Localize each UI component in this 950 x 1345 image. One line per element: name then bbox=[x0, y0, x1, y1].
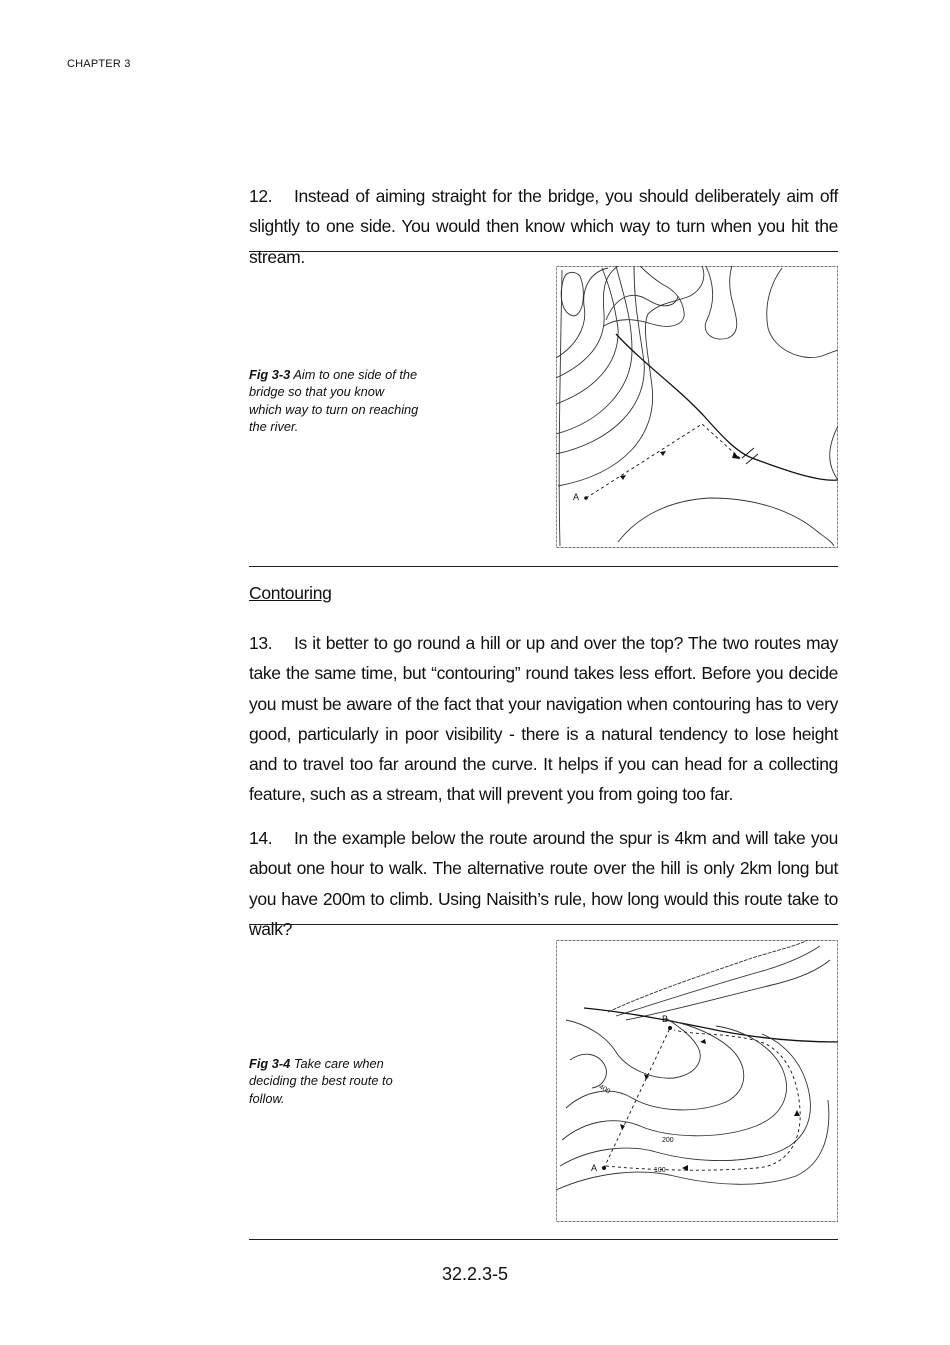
figure-caption bbox=[249, 1055, 419, 1107]
paragraph-13 bbox=[249, 628, 838, 810]
figure-3-4-map bbox=[556, 940, 838, 1222]
point-a-label: A bbox=[573, 492, 580, 502]
contour-label-200: 200 bbox=[662, 1137, 674, 1144]
figure-caption-text: Take care when deciding the best route to follow. bbox=[249, 1056, 393, 1106]
contour-label-100: 100 bbox=[654, 1167, 666, 1174]
contour-label-400: 400 bbox=[597, 1083, 612, 1096]
paragraph-14 bbox=[249, 823, 838, 944]
figure-caption bbox=[249, 366, 419, 435]
divider bbox=[249, 1239, 838, 1240]
paragraph-number: 13. bbox=[249, 633, 273, 653]
figure-label: Fig 3-4 bbox=[249, 1056, 291, 1071]
paragraph-text: Is it better to go round a hill or up and over the top? The two routes may take the same time, but “contouring” round takes less effort. Before you decide you must be aware of the fact that your navigation when contouring has to very good, particularly in poor visibility - there is a natural tendency to lose height and to travel too far around the curve. It helps if you can head for a collecting feature, such as a stream, that will prevent you from going too far. bbox=[249, 633, 838, 805]
figure-caption-text: Aim to one side of the bridge so that you know which way to turn on reaching the river. bbox=[249, 367, 419, 434]
figure-3-3-map bbox=[556, 266, 838, 548]
point-b-label: B bbox=[662, 1014, 669, 1024]
page-number: 32.2.3-5 bbox=[441, 1264, 509, 1284]
paragraph-text: Instead of aiming straight for the bridge, you should deliberately aim off slightly to one side. You would then know which way to turn when you hit the stream. bbox=[249, 186, 838, 267]
divider bbox=[249, 924, 838, 925]
section-heading: Contouring bbox=[249, 583, 332, 603]
divider bbox=[249, 566, 838, 567]
paragraph-12 bbox=[249, 181, 838, 272]
paragraph-text: In the example below the route around the spur is 4km and will take you about one hour to walk. The alternative route over the hill is only 2km long but you have 200m to climb. Using Naisith’s rule, how long would this route take to walk? bbox=[249, 828, 838, 939]
chapter-label: CHAPTER 3 bbox=[67, 58, 131, 70]
divider bbox=[249, 251, 838, 252]
paragraph-number: 12. bbox=[249, 186, 273, 206]
figure-label: Fig 3-3 bbox=[249, 367, 291, 382]
paragraph-number: 14. bbox=[249, 828, 273, 848]
point-a-label: A bbox=[591, 1163, 598, 1173]
